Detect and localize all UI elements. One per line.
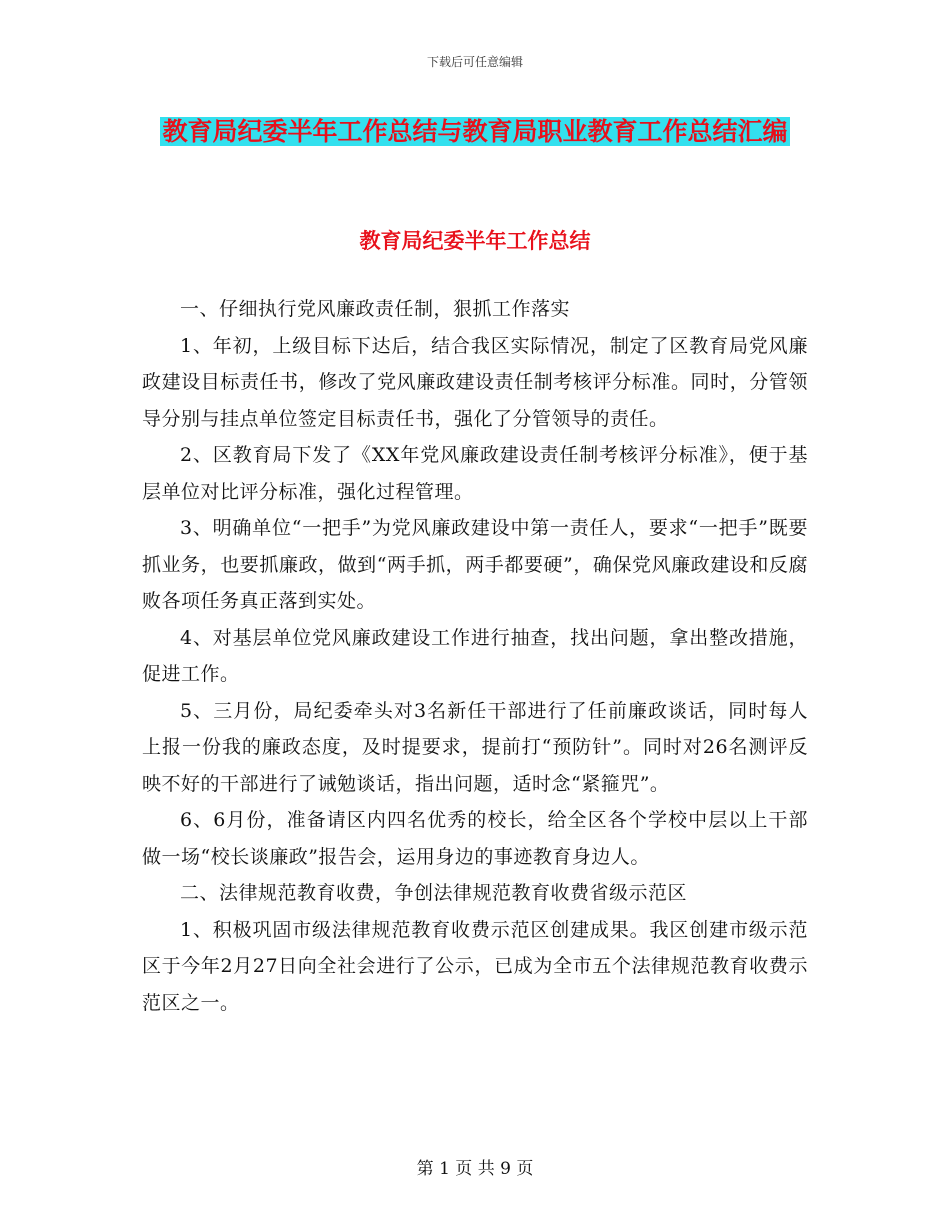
paragraph: 二、法律规范教育收费，争创法律规范教育收费省级示范区 [180,882,688,904]
paragraph: 5、三月份，局纪委牵头对3名新任干部进行了任前廉政谈话，同时每人上报一份我的廉政态度，及时提要求，提前打“预防针”。同时对26名测评反映不好的干部进行了诫勉谈话，指出问题，适时念“紧箍咒”。 [142,699,808,795]
paragraph: 1、年初，上级目标下达后，结合我区实际情况，制定了区教育局党风廉政建设目标责任书，修改了党风廉政建设责任制考核评分标准。同时，分管领导分别与挂点单位签定目标责任书，强化了分管领导的责任。 [142,334,808,430]
main-title [140,108,810,155]
header-note: 下载后可任意编辑 [426,55,523,69]
paragraph: 1、积极巩固市级法律规范教育收费示范区创建成果。我区创建市级示范区于今年2月27日向全社会进行了公示，已成为全市五个法律规范教育收费示范区之一。 [142,918,808,1014]
paragraph: 4、对基层单位党风廉政建设工作进行抽查，找出问题，拿出整改措施，促进工作。 [142,626,808,685]
body-content [142,291,808,1021]
paragraph: 2、区教育局下发了《XX年党风廉政建设责任制考核评分标准》，便于基层单位对比评分标准，强化过程管理。 [142,444,808,503]
page-footer: 第 1 页 共 9 页 [416,1159,534,1179]
section-title: 教育局纪委半年工作总结 [359,229,591,253]
paragraph: 3、明确单位“一把手”为党风廉政建设中第一责任人，要求“一把手”既要抓业务，也要抓廉政，做到“两手抓，两手都要硬”，确保党风廉政建设和反腐败各项任务真正落到实处。 [142,517,808,612]
main-title-text: 教育局纪委半年工作总结与教育局职业教育工作总结汇编 [162,117,788,146]
paragraph: 一、仔细执行党风廉政责任制，狠抓工作落实 [180,298,571,320]
paragraph: 6、6月份，准备请区内四名优秀的校长，给全区各个学校中层以上干部做一场“校长谈廉政”报告会，运用身边的事迹教育身边人。 [142,809,808,868]
